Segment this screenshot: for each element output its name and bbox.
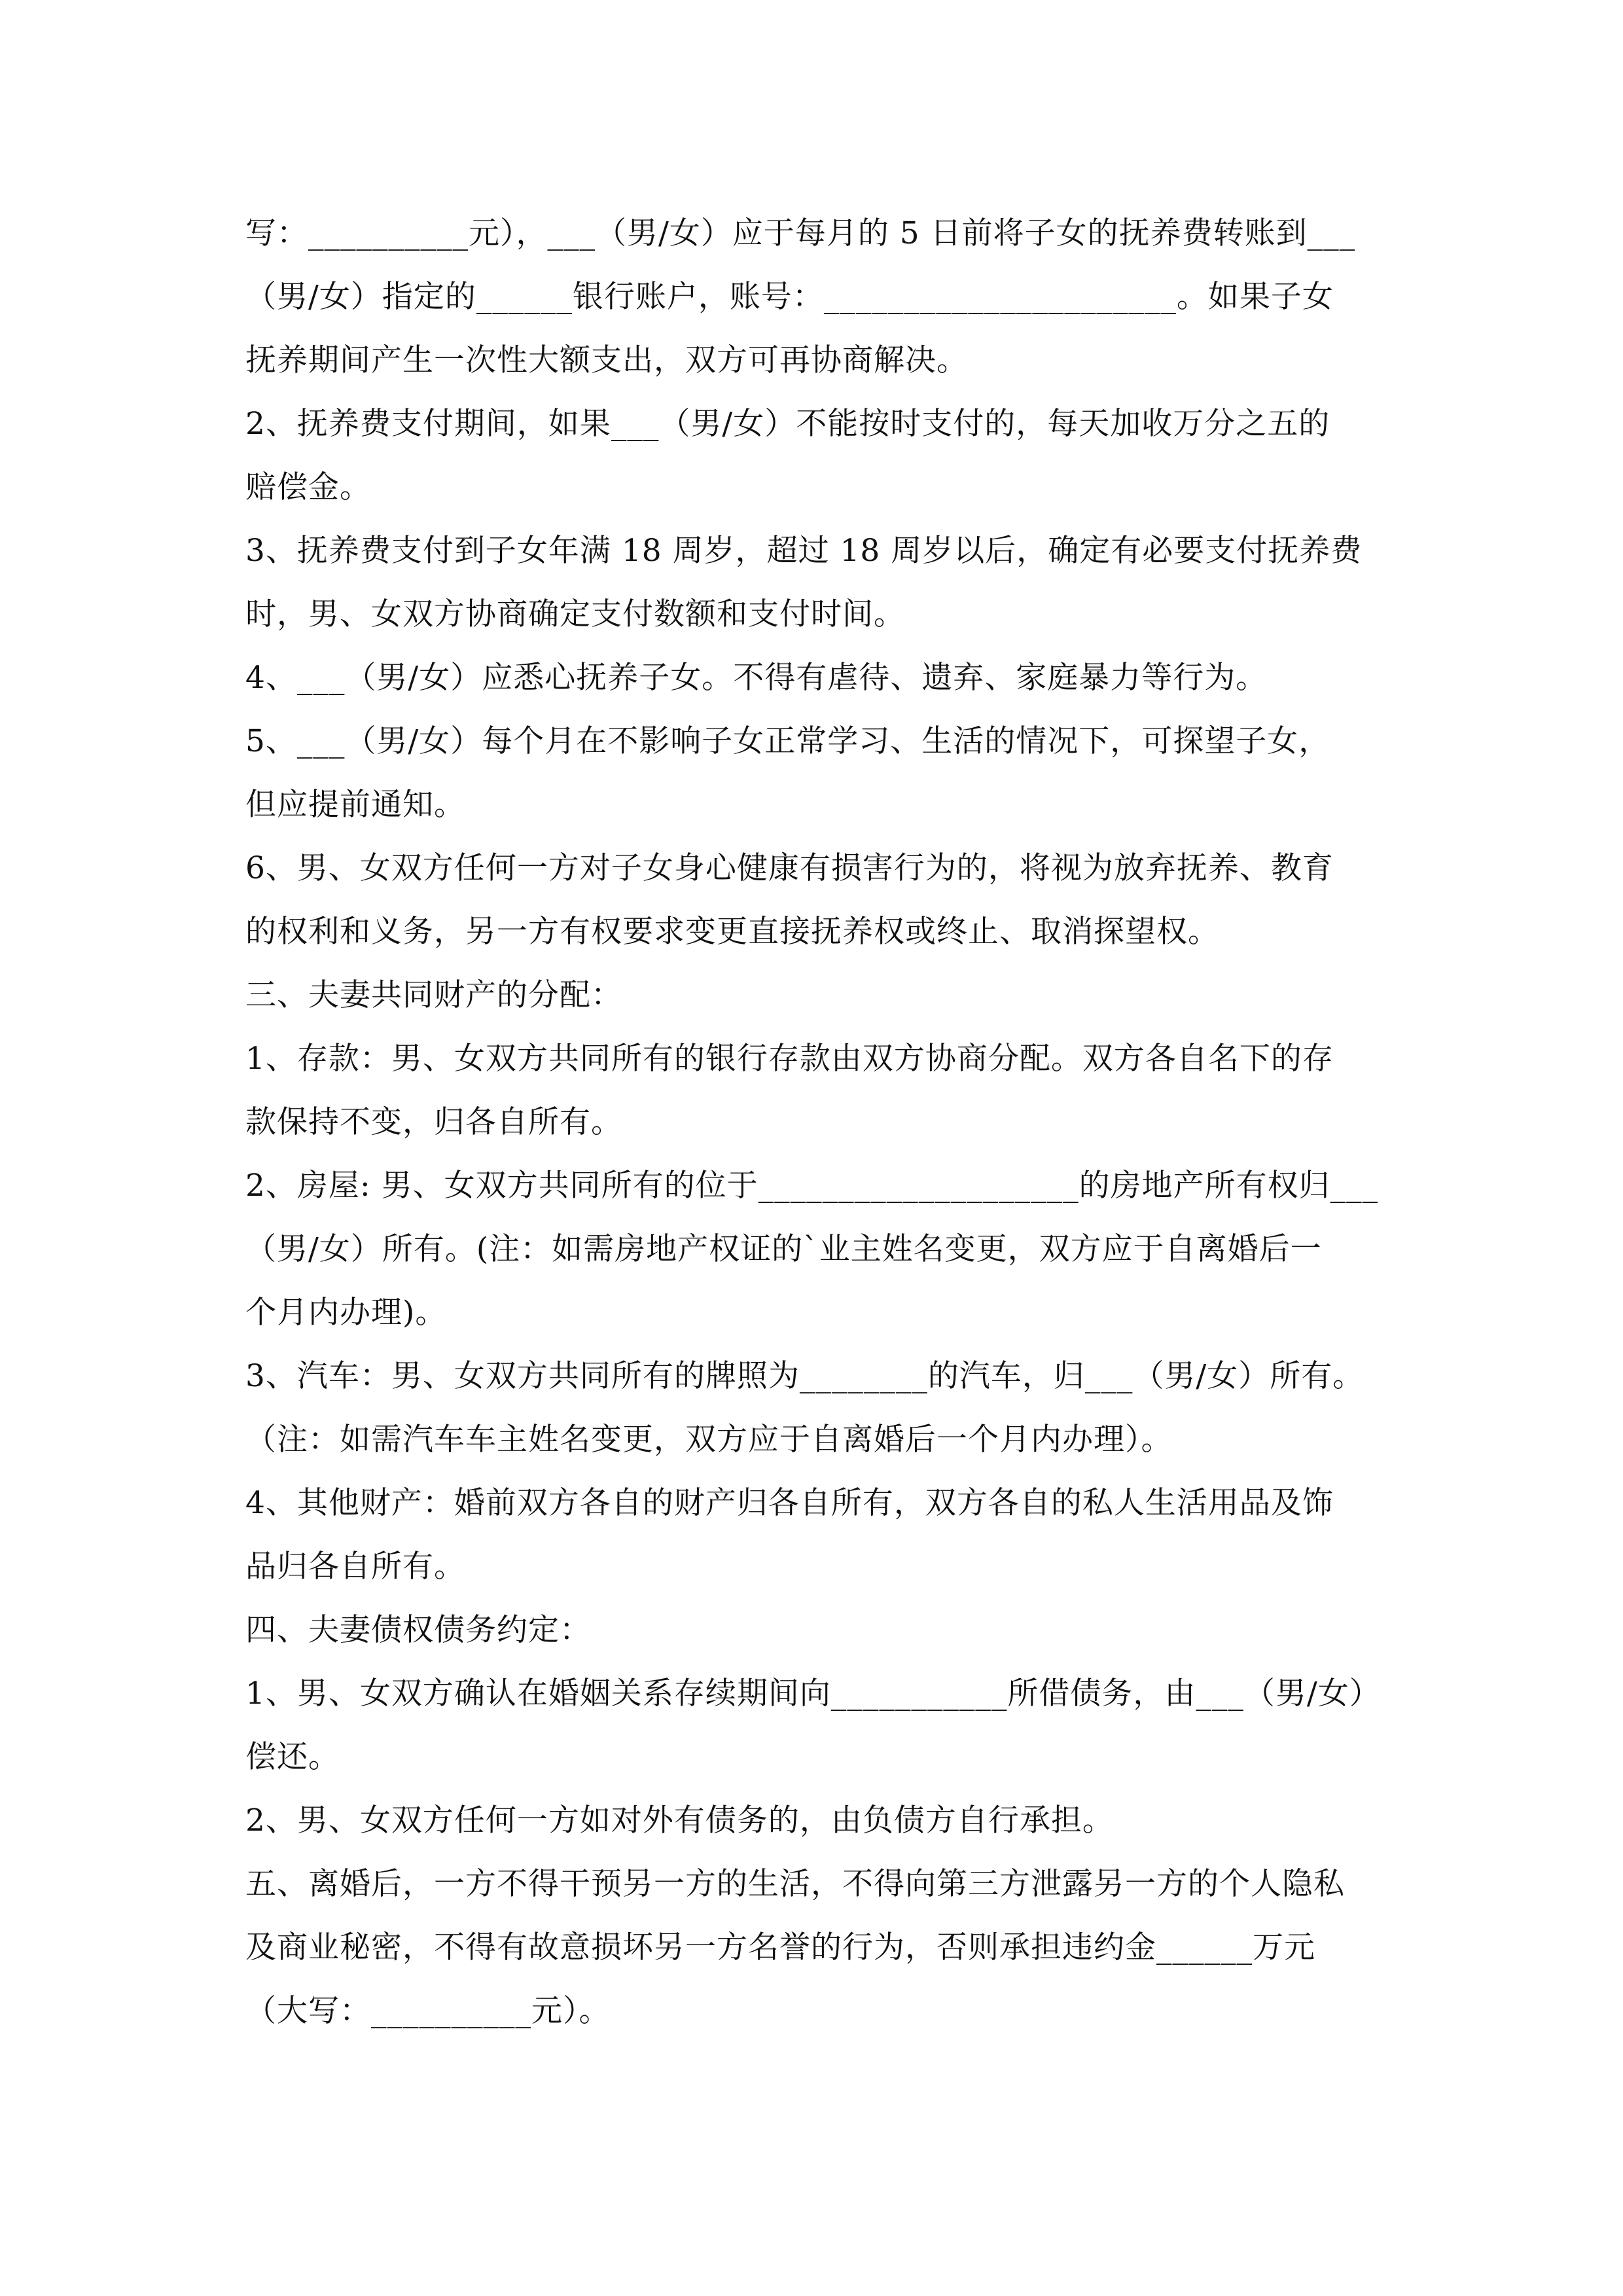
text-line: 但应提前通知。 <box>245 787 465 823</box>
text-line: 赔偿金。 <box>245 469 371 505</box>
text-line: 2、抚养费支付期间，如果___（男/女）不能按时支付的，每天加收万分之五的 <box>245 406 1330 442</box>
text-line: 2、房屋: 男、女双方共同所有的位于____________________的房地产所有权归___ <box>245 1168 1379 1204</box>
text-line: 个月内办理)。 <box>245 1295 447 1331</box>
text-line: 写：__________元），___（男/女）应于每月的 5 日前将子女的抚养费转账到___ <box>245 215 1356 251</box>
text-line: 1、存款：男、女双方共同所有的银行存款由双方协商分配。双方各自名下的存 <box>245 1041 1334 1077</box>
text-line: 款保持不变，归各自所有。 <box>245 1104 622 1140</box>
text-line: 3、抚养费支付到子女年满 18 周岁，超过 18 周岁以后，确定有必要支付抚养费 <box>245 533 1363 569</box>
text-line: （男/女）所有。(注：如需房地产权证的`业主姓名变更，双方应于自离婚后一 <box>245 1231 1322 1267</box>
text-line: （男/女）指定的______银行账户，账号：______________________。如果子女 <box>245 279 1334 315</box>
text-line: 时，男、女双方协商确定支付数额和支付时间。 <box>245 596 905 632</box>
text-line: （大写：__________元）。 <box>245 1993 611 2029</box>
section-heading: 四、夫妻债权债务约定： <box>245 1612 591 1648</box>
text-line: 偿还。 <box>245 1739 340 1775</box>
text-line: 6、男、女双方任何一方对子女身心健康有损害行为的，将视为放弃抚养、教育 <box>245 850 1334 886</box>
text-line: 4、___（男/女）应悉心抚养子女。不得有虐待、遗弃、家庭暴力等行为。 <box>245 660 1268 696</box>
text-line: 3、汽车：男、女双方共同所有的牌照为________的汽车，归___（男/女）所有。 <box>245 1358 1364 1394</box>
text-line: 5、___（男/女）每个月在不影响子女正常学习、生活的情况下，可探望子女， <box>245 723 1330 759</box>
text-line: 1、男、女双方确认在婚姻关系存续期间向___________所借债务，由___（男/女） <box>245 1676 1381 1712</box>
text-line: 2、男、女双方任何一方如对外有债务的，由负债方自行承担。 <box>245 1803 1114 1839</box>
text-line: 的权利和义务，另一方有权要求变更直接抚养权或终止、取消探望权。 <box>245 914 1219 950</box>
section-heading: 三、夫妻共同财产的分配： <box>245 977 622 1013</box>
document-body <box>245 202 1417 2043</box>
text-line: （注：如需汽车车主姓名变更，双方应于自离婚后一个月内办理）。 <box>245 1422 1173 1458</box>
section-heading: 五、离婚后，一方不得干预另一方的生活，不得向第三方泄露另一方的个人隐私 <box>245 1866 1345 1902</box>
text-line: 抚养期间产生一次性大额支出，双方可再协商解决。 <box>245 342 968 378</box>
text-line: 及商业秘密，不得有故意损坏另一方名誉的行为，否则承担违约金______万元 <box>245 1929 1315 1965</box>
text-line: 4、其他财产：婚前双方各自的财产归各自所有，双方各自的私人生活用品及饰 <box>245 1485 1334 1521</box>
text-line: 品归各自所有。 <box>245 1549 465 1585</box>
